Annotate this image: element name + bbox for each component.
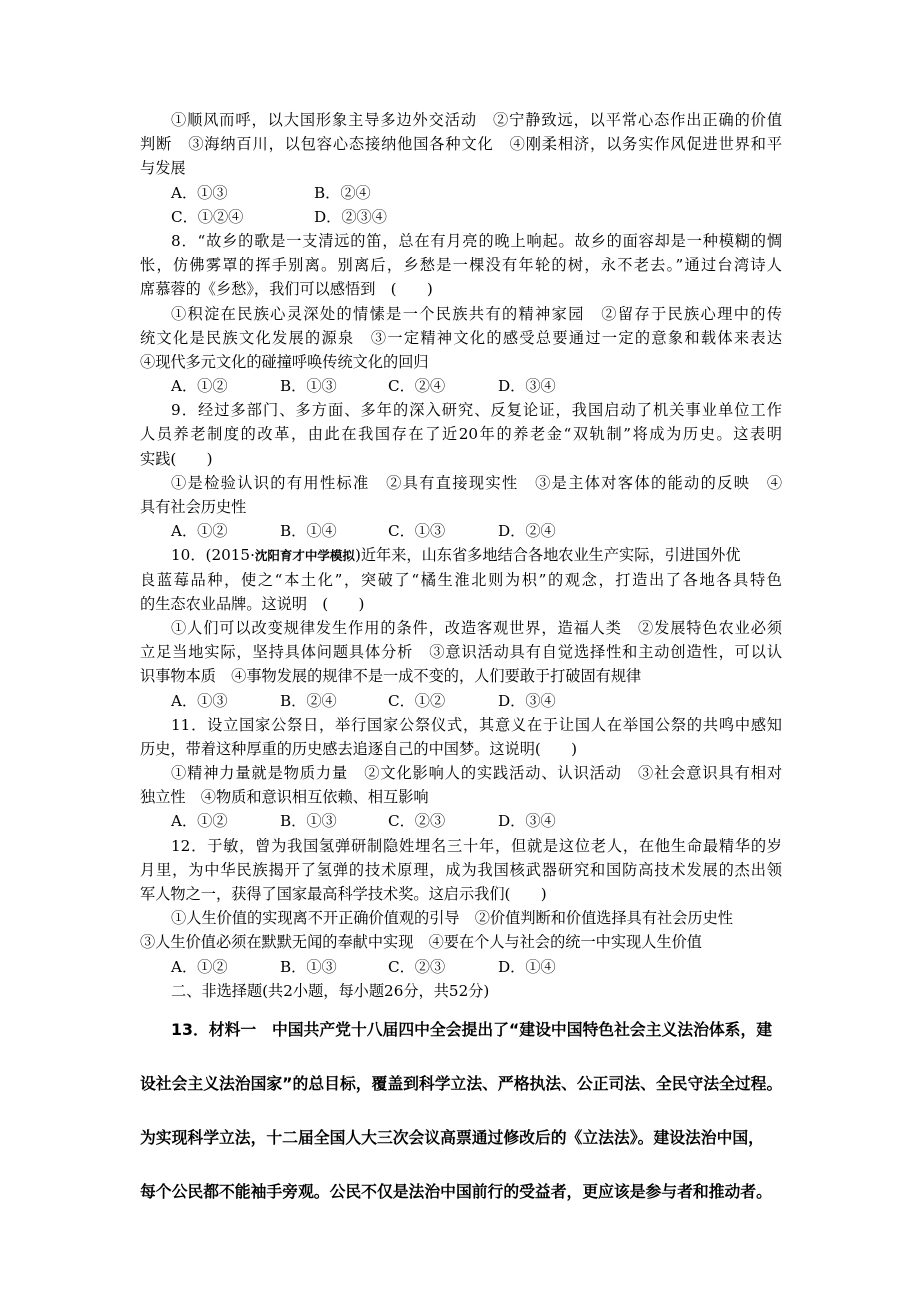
q9-choice-d: D．②④ [498,522,556,541]
q7-choice-d: D．②③④ [314,207,387,226]
section-heading: 二、非选择题(共2小题，每小题26分，共52分) [171,981,490,1000]
q12-choice-a: A．①② [171,957,228,976]
q13-line-1: 13．材料一 中国共产党十八届四中全会提出了“建设中国特色社会主义法治体系，建 [171,1020,773,1039]
q12-options-line-2: ③人生价值必须在默默无闻的奉献中实现 ④要在个人与社会的统一中实现人生价值 [140,933,702,952]
q7-choices-row-1 [140,181,782,205]
q12-choice-d: D．①④ [498,957,556,976]
q8-options-line-1: ①积淀在民族心灵深处的情愫是一个民族共有的精神家园 ②留存于民族心理中的传 [171,304,782,323]
q12-choice-c: C．②③ [388,957,446,976]
q8-stem-line-3: 席慕蓉的《乡愁》，我们可以感悟到 ( ) [140,280,433,299]
q8-choice-d: D．③④ [498,377,556,396]
q7-choice-a: A．①③ [171,183,228,202]
q10-stem-line-1 [140,543,782,567]
q10-stem-line-2: 良蓝莓品种，使之“本土化”，突破了“橘生淮北则为枳”的观念，打造出了各地各具特色 [140,570,782,589]
q8-options-line-2: 统文化是民族文化发展的源泉 ③一定精神文化的感受总要通过一定的意象和载体来表达 [140,328,782,347]
q11-choices [140,809,782,833]
q10-choices [140,689,782,713]
q9-stem-line-2: 人员养老制度的改革，由此在我国存在了近20年的养老金“双轨制”将成为历史。这表明 [140,425,782,444]
q11-choice-b: B．①③ [280,812,337,831]
question-page [140,108,782,1003]
q8-choices [140,374,782,398]
q12-choices [140,955,782,979]
q11-options-line-1: ①精神力量就是物质力量 ②文化影响人的实践活动、认识活动 ③社会意识具有相对 [171,764,782,783]
q7-choice-c: C．①②④ [171,207,244,226]
q8-stem-line-1: 8．“故乡的歌是一支清远的笛，总在有月亮的晚上响起。故乡的面容却是一种模糊的惆 [171,231,782,250]
q7-choices-row-2 [140,205,782,229]
q13-material [140,1018,782,1234]
q12-options-line-1: ①人生价值的实现离不开正确价值观的引导 ②价值判断和价值选择具有社会历史性 [171,909,733,928]
q9-choice-a: A．①② [171,522,228,541]
q8-options-line-3: ④现代多元文化的碰撞呼唤传统文化的回归 [140,352,429,371]
q11-options-line-2: 独立性 ④物质和意识相互依赖、相互影响 [140,788,429,807]
q8-stem-line-2: 怅，仿佛雾罩的挥手别离。别离后，乡愁是一棵没有年轮的树，永不老去。”通过台湾诗人 [140,256,782,275]
q9-choice-b: B．①④ [280,522,337,541]
q12-stem-line-2: 月里，为中华民族揭开了氢弹的技术原理，成为我国核武器研究和国防高技术发展的杰出领 [140,860,782,879]
q10-number: 10．(2015· [171,546,255,565]
q10-stem-line-3: 的生态农业品牌。这说明 ( ) [140,594,365,613]
q8-choice-c: C．②④ [388,377,446,396]
q7-options-line-3: 与发展 [140,159,186,178]
q7-options-line-1: ①顺风而呼，以大国形象主导多边外交活动 ②宁静致远，以平常心态作出正确的价值 [171,111,782,129]
q13-line-4: 每个公民都不能袖手旁观。公民不仅是法治中国前行的受益者，更应该是参与者和推动者。 [140,1182,772,1201]
q10-stem-rest: )近年来，山东省多地结合各地农业生产实际，引进国外优 [354,546,741,565]
q11-choice-d: D．③④ [498,812,556,831]
q9-stem-line-3: 实践( ) [140,449,213,468]
q9-stem-line-1: 9．经过多部门、多方面、多年的深入研究、反复论证，我国启动了机关事业单位工作 [171,401,782,420]
q9-choice-c: C．①③ [388,522,446,541]
q11-choice-a: A．①② [171,812,228,831]
q10-choice-a: A．①③ [171,691,228,710]
q10-choice-b: B．②④ [280,691,337,710]
q9-options-line-1: ①是检验认识的有用性标准 ②具有直接现实性 ③是主体对客体的能动的反映 ④ [171,473,782,492]
q8-choice-a: A．①② [171,377,228,396]
q10-options-line-2: 立足当地实际，坚持具体问题具体分析 ③意识活动具有自觉选择性和主动创造性，可以认 [140,643,782,662]
q11-stem-line-2: 历史，带着这种厚重的历史感去追逐自己的中国梦。这说明( ) [140,739,578,758]
q10-source: 沈阳育才中学模拟 [254,548,355,564]
q9-choices [140,519,782,543]
q8-choice-b: B．①③ [280,377,337,396]
q11-stem-line-1: 11．设立国家公祭日，举行国家公祭仪式，其意义在于让国人在举国公祭的共鸣中感知 [171,715,782,734]
q10-choice-c: C．①② [388,691,446,710]
q10-choice-d: D．③④ [498,691,556,710]
q12-stem-line-1: 12．于敏，曾为我国氢弹研制隐姓埋名三十年，但就是这位老人，在他生命最精华的岁 [171,836,782,855]
q12-choice-b: B．①③ [280,957,337,976]
q10-options-line-1: ①人们可以改变规律发生作用的条件，改造客观世界，造福人类 ②发展特色农业必须 [171,618,782,637]
q13-line-3: 为实现科学立法，十二届全国人大三次会议高票通过修改后的《立法法》。建设法治中国， [140,1128,764,1147]
q9-options-line-2: 具有社会历史性 [140,498,247,516]
q13-line-2: 设社会主义法治国家”的总目标，覆盖到科学立法、严格执法、公正司法、全民守法全过程。 [140,1074,783,1093]
q7-choice-b: B．②④ [314,183,371,202]
q10-options-line-3: 识事物本质 ④事物发展的规律不是一成不变的，人们要敢于打破固有规律 [140,667,642,686]
q11-choice-c: C．②③ [388,812,446,831]
q7-options-line-2: 判断 ③海纳百川，以包容心态接纳他国各种文化 ④刚柔相济，以务实作风促进世界和平 [140,135,782,154]
q12-stem-line-3: 军人物之一，获得了国家最高科学技术奖。这启示我们( ) [140,885,547,903]
